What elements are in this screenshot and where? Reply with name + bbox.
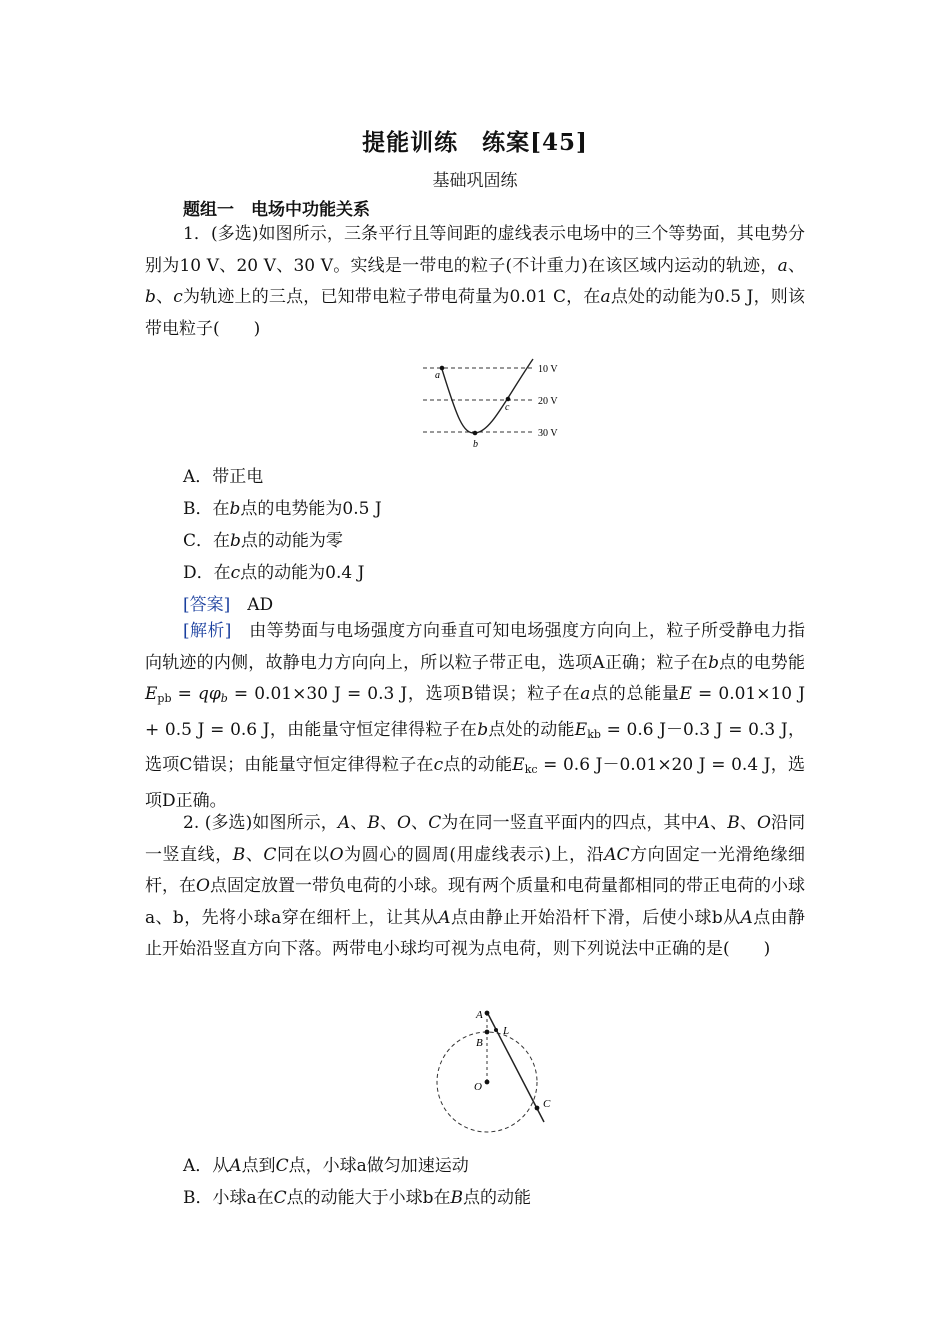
label-c: c bbox=[505, 402, 510, 413]
figure-equipotential-trajectory bbox=[415, 356, 575, 452]
question-2-option-a: A．从A点到C点，小球a做匀加速运动 bbox=[183, 1156, 469, 1176]
question-1-answer bbox=[183, 590, 273, 615]
section-heading: 题组一 电场中功能关系 bbox=[183, 200, 370, 220]
analysis-tag: [解析] bbox=[183, 621, 232, 641]
point-a bbox=[440, 366, 445, 371]
label-30v: 30 V bbox=[538, 428, 558, 439]
label-C: C bbox=[543, 1098, 551, 1110]
point-O bbox=[485, 1080, 490, 1085]
question-2-stem: 2. (多选)如图所示，A、B、O、C为在同一竖直平面内的四点，其中A、B、O沿同一竖直线，B、C同在以O为圆心的圆周(用虚线表示)上，沿AC方向固定一光滑绝缘细杆，在O点固定放置一带负电荷的小球。现有两个质量和电荷量都相同的带正电荷的小球a、b，先将小球a穿在细杆上，让其从A点由静止开始沿杆下滑，后使小球b从A点由静止开始沿竖直方向下落。两带电小球均可视为点电荷，则下列说法中正确的是( ) bbox=[145, 813, 806, 959]
point-A bbox=[485, 1011, 490, 1016]
label-L: L bbox=[503, 1025, 510, 1037]
label-a: a bbox=[435, 370, 440, 381]
label-B: B bbox=[476, 1037, 483, 1049]
figure-circle-rod bbox=[430, 1004, 560, 1140]
question-1-option-d: D．在c点的动能为0.4 J bbox=[183, 563, 365, 583]
answer-value: AD bbox=[247, 595, 274, 615]
point-L bbox=[494, 1028, 498, 1032]
answer-tag: [答案] bbox=[183, 595, 231, 615]
label-O: O bbox=[474, 1081, 482, 1093]
question-2-option-b: B．小球a在C点的动能大于小球b在B点的动能 bbox=[183, 1188, 532, 1208]
question-1-option-c: C．在b点的动能为零 bbox=[183, 531, 343, 551]
question-1-option-b: B．在b点的电势能为0.5 J bbox=[183, 499, 382, 519]
point-B bbox=[485, 1030, 490, 1035]
label-10v: 10 V bbox=[538, 364, 558, 375]
label-b: b bbox=[473, 439, 478, 450]
point-b bbox=[473, 431, 478, 436]
point-c bbox=[506, 397, 511, 402]
question-1-option-a: A．带正电 bbox=[183, 467, 264, 487]
label-20v: 20 V bbox=[538, 396, 558, 407]
page-title: 提能训练 练案[45] bbox=[362, 129, 588, 156]
particle-trajectory bbox=[441, 359, 533, 433]
question-1-stem: 1．(多选)如图所示，三条平行且等间距的虚线表示电场中的三个等势面，其电势分别为10 V、20 V、30 V。实线是一带电的粒子(不计重力)在该区域内运动的轨迹，a、b、c为轨迹上的三点，已知带电粒子带电荷量为0.01 C，在a点处的动能为0.5 J，则该带电粒子( ) bbox=[145, 224, 806, 339]
label-A: A bbox=[476, 1009, 483, 1021]
point-C bbox=[535, 1106, 540, 1111]
page-subtitle: 基础巩固练 bbox=[432, 171, 518, 191]
question-1-analysis: [解析] 由等势面与电场强度方向垂直可知电场强度方向向上，粒子所受静电力指向轨迹的内侧，故静电力方向向上，所以粒子带正电，选项A正确；粒子在b点的电势能$E_{pb} = q\varphi_b = 0.01\times 30$ J = 0.3 J，选项B错误；粒子在a点的总能量E = 0.01×10 J + 0.5 J = 0.6 J，由能量守恒定律得粒子在b点处的动能$E_{kb} = 0.6$ J－0.3 J = 0.3 J，选项C错误；由能量守恒定律得粒子在c点的动能$E_{kc} = 0.6$ J－0.01×20 J = 0.4 J，选项D正确。 bbox=[145, 621, 806, 811]
